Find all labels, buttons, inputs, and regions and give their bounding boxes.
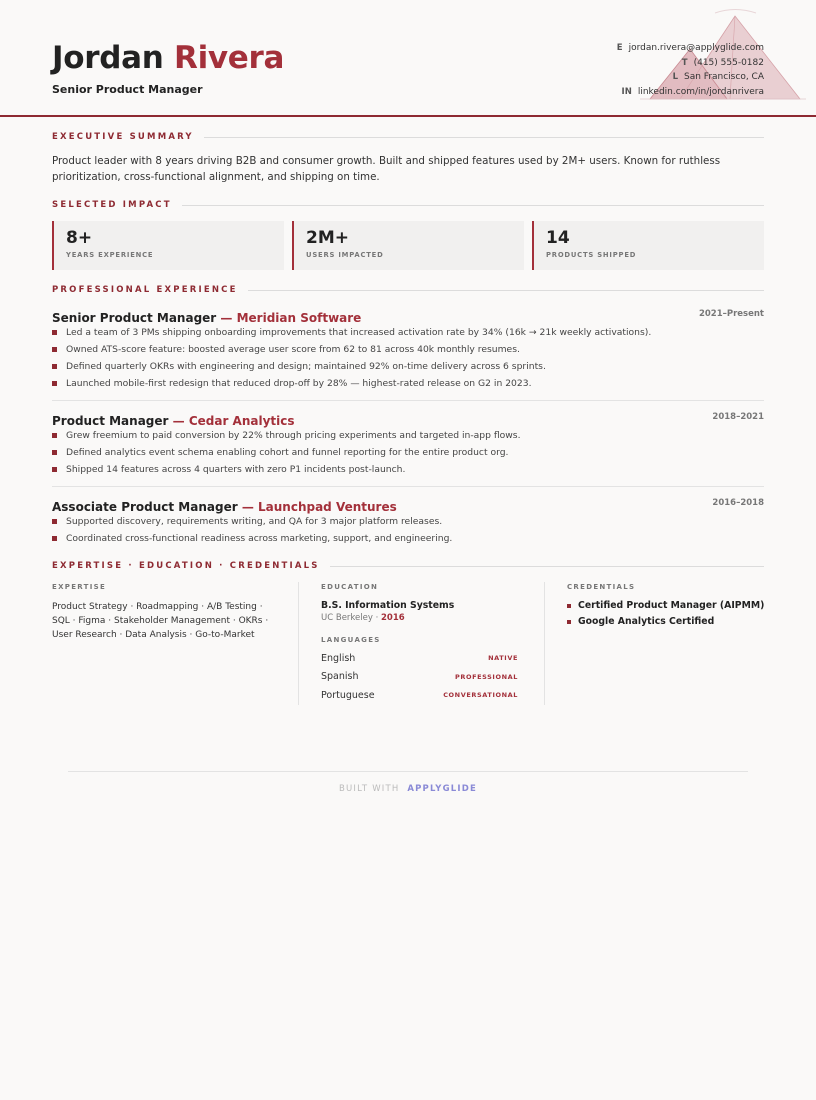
job-title — [52, 500, 397, 514]
candidate-role: Senior Product Manager — [52, 83, 203, 96]
contact-location-key: L — [672, 72, 678, 82]
job-dates: 2021–Present — [698, 309, 764, 319]
credentials-title: CREDENTIALS — [567, 583, 636, 591]
credentials-list — [567, 598, 764, 630]
language-row — [321, 686, 518, 705]
contact-linkedin — [617, 85, 764, 100]
language-name: Portuguese — [321, 689, 375, 701]
contact-info — [617, 41, 764, 99]
job-header — [52, 307, 764, 324]
impact-stats — [52, 221, 764, 270]
job-bullets — [52, 324, 764, 392]
stat-label: PRODUCTS SHIPPED — [546, 251, 637, 259]
credentials-section-heading — [52, 561, 764, 571]
job-title — [52, 311, 361, 325]
job-bullet: Led a team of 3 PMs shipping onboarding improvements that increased activation rate by 34% (16k → 21k weekly activations). — [52, 324, 764, 341]
job-bullet: Defined quarterly OKRs with engineering and design; maintained 92% on-time delivery across 6 sprints. — [52, 358, 764, 375]
contact-email-value[interactable]: jordan.rivera@applyglide.com — [628, 43, 764, 53]
job-role: Associate Product Manager — [52, 500, 238, 514]
impact-section-title: SELECTED IMPACT — [52, 200, 172, 210]
education-degree: B.S. Information Systems — [321, 600, 455, 611]
job-bullet: Coordinated cross-functional readiness across marketing, support, and engineering. — [52, 530, 764, 547]
language-name: English — [321, 652, 356, 664]
education-title: EDUCATION — [321, 583, 379, 591]
stat-card — [52, 221, 284, 270]
job-entry — [52, 496, 764, 547]
stat-value: 8+ — [66, 228, 93, 248]
contact-email-key: E — [616, 43, 623, 53]
languages-title: LANGUAGES — [321, 636, 381, 644]
language-level: PROFESSIONAL — [454, 672, 518, 681]
column-separator — [298, 582, 299, 705]
language-level: NATIVE — [488, 654, 518, 663]
education-school — [321, 613, 518, 623]
contact-location-value: San Francisco, CA — [684, 72, 764, 82]
job-entry — [52, 410, 764, 478]
job-company: — Cedar Analytics — [172, 414, 295, 428]
footer — [0, 784, 816, 794]
section-rule — [182, 205, 764, 206]
languages-list — [321, 649, 518, 705]
expertise-title: EXPERTISE — [52, 583, 107, 591]
expertise-column — [52, 583, 277, 642]
summary-section-heading — [52, 132, 764, 142]
stat-label: USERS IMPACTED — [306, 251, 384, 259]
stat-label: YEARS EXPERIENCE — [66, 251, 154, 259]
resume-header — [0, 0, 816, 117]
impact-section-heading — [52, 200, 764, 210]
footer-prefix: BUILT WITH — [338, 784, 400, 794]
experience-section-title: PROFESSIONAL EXPERIENCE — [52, 285, 238, 295]
stat-card — [532, 221, 764, 270]
job-bullet: Owned ATS-score feature: boosted average user score from 62 to 81 across 40k monthly resumes. — [52, 341, 764, 358]
language-row — [321, 668, 518, 687]
job-title — [52, 414, 295, 428]
section-rule — [248, 290, 764, 291]
job-bullet: Launched mobile-first redesign that reduced drop-off by 28% — highest-rated release on G2 in 2023. — [52, 375, 764, 392]
footer-divider — [68, 771, 748, 772]
job-header — [52, 496, 764, 513]
job-divider — [52, 400, 764, 401]
language-level: CONVERSATIONAL — [443, 691, 518, 700]
stat-value: 14 — [546, 228, 570, 248]
contact-linkedin-key: IN — [621, 86, 632, 97]
experience-section-heading — [52, 285, 764, 295]
contact-phone — [617, 56, 764, 71]
credentials-column — [567, 583, 764, 630]
job-bullet: Shipped 14 features across 4 quarters with zero P1 incidents post-launch. — [52, 461, 764, 478]
contact-phone-value: (415) 555-0182 — [693, 57, 764, 68]
job-dates: 2018–2021 — [712, 412, 764, 422]
job-company: — Meridian Software — [220, 311, 362, 325]
expertise-list: Product Strategy · Roadmapping · A/B Testing · SQL · Figma · Stakeholder Management · OKRs · User Research · Data Analysis · Go-to-Market — [52, 602, 269, 640]
footer-brand-link[interactable]: APPLYGLIDE — [407, 784, 478, 794]
job-company: — Launchpad Ventures — [241, 500, 397, 514]
job-bullet: Grew freemium to paid conversion by 22% through pricing experiments and targeted in-app flows. — [52, 427, 764, 444]
job-bullet: Supported discovery, requirements writing, and QA for 3 major platform releases. — [52, 513, 764, 530]
job-bullets — [52, 513, 764, 547]
first-name: Jordan — [52, 40, 164, 76]
job-bullets — [52, 427, 764, 478]
summary-text: Product leader with 8 years driving B2B and consumer growth. Built and shipped features used by 2M+ users. Known for ruthless prioritization, cross-functional alignment, and shipping on time. — [52, 155, 721, 183]
job-header — [52, 410, 764, 427]
job-bullet: Defined analytics event schema enabling cohort and funnel reporting for the entire product org. — [52, 444, 764, 461]
job-dates: 2016–2018 — [712, 498, 764, 508]
credential-item: Certified Product Manager (AIPMM) — [567, 598, 764, 614]
contact-email — [617, 41, 764, 56]
job-divider — [52, 486, 764, 487]
credentials-section-title: EXPERTISE · EDUCATION · CREDENTIALS — [52, 561, 320, 571]
column-separator — [544, 582, 545, 705]
education-year: 2016 — [381, 613, 405, 623]
contact-phone-key: T — [681, 57, 688, 68]
stat-value: 2M+ — [306, 228, 349, 248]
language-row — [321, 649, 518, 668]
education-column — [321, 583, 518, 705]
candidate-name — [52, 40, 284, 76]
education-school-name: UC Berkeley · — [321, 613, 381, 623]
job-role: Product Manager — [52, 414, 169, 428]
job-entry — [52, 307, 764, 392]
last-name: Rivera — [174, 40, 285, 76]
credential-item: Google Analytics Certified — [567, 614, 764, 630]
stat-card — [292, 221, 524, 270]
contact-linkedin-value[interactable]: linkedin.com/in/jordanrivera — [637, 86, 764, 97]
contact-location — [617, 70, 764, 85]
job-role: Senior Product Manager — [52, 311, 217, 325]
section-rule — [330, 566, 764, 567]
section-rule — [204, 137, 764, 138]
language-name: Spanish — [321, 671, 359, 683]
summary-section-title: EXECUTIVE SUMMARY — [52, 132, 194, 142]
